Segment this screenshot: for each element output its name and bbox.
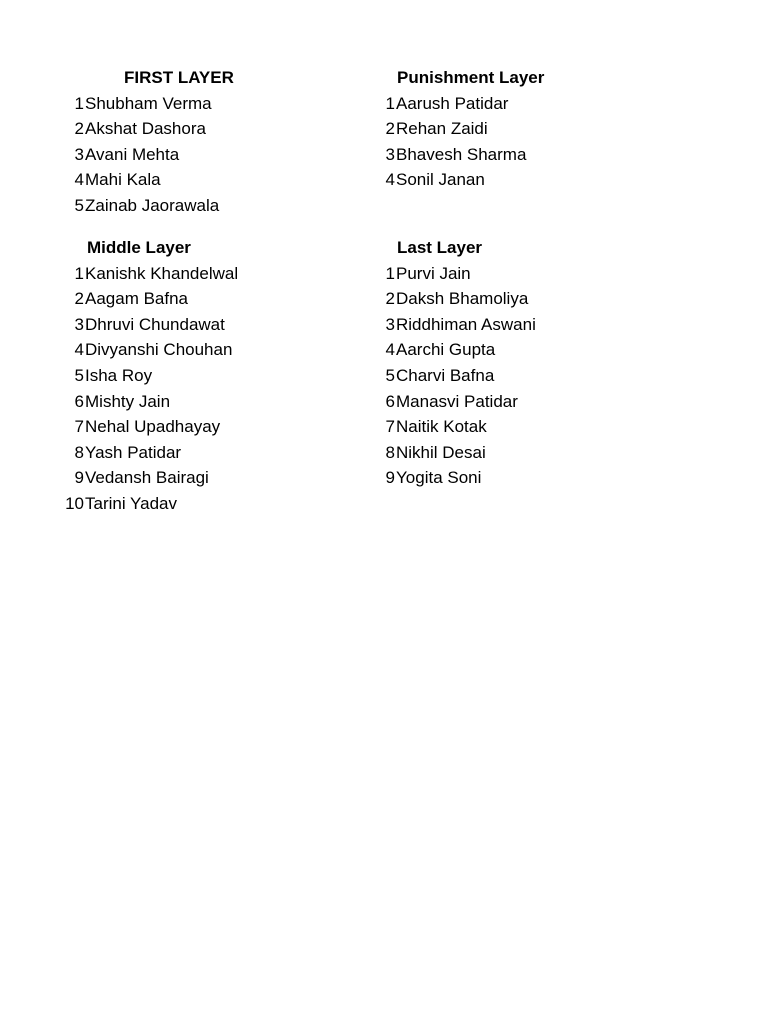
item-name: Yogita Soni [396,468,482,488]
item-number: 2 [385,119,395,139]
list-item [60,286,320,312]
item-name: Riddhiman Aswani [396,314,536,334]
item-name: Divyanshi Chouhan [85,340,233,360]
list-item [60,261,320,287]
item-name: Avani Mehta [85,144,180,164]
item-name: Sonil Janan [396,170,485,190]
item-number: 3 [385,144,395,164]
item-name: Kanishk Khandelwal [85,263,239,283]
item-name: Nehal Upadhayay [85,417,221,437]
item-name: Purvi Jain [396,263,471,283]
list-item [371,389,631,415]
item-number: 3 [74,314,84,334]
item-number: 9 [74,468,84,488]
list-item [60,465,320,491]
item-name: Daksh Bhamoliya [396,289,529,309]
item-number: 10 [65,493,84,513]
item-number: 3 [74,144,84,164]
item-number: 4 [74,340,84,360]
list-item [371,312,631,338]
item-name: Manasvi Patidar [396,391,518,411]
list-item [60,116,320,142]
list-item [371,91,631,117]
item-name: Nikhil Desai [396,442,486,462]
item-name: Bhavesh Sharma [396,144,527,164]
item-number: 2 [385,289,395,309]
item-number: 6 [74,391,84,411]
item-name: Charvi Bafna [396,365,495,385]
item-number: 4 [385,340,395,360]
item-name: Yash Patidar [85,442,182,462]
item-number: 1 [385,263,395,283]
item-name: Vedansh Bairagi [85,468,209,488]
item-name: Dhruvi Chundawat [85,314,225,334]
list-item [60,389,320,415]
list-item [371,465,631,491]
item-name: Isha Roy [85,365,153,385]
list-item [371,337,631,363]
list-item [371,142,631,168]
item-name: Rehan Zaidi [396,119,488,139]
list-item [371,167,631,193]
item-name: Aarchi Gupta [396,340,496,360]
last-layer-section [371,235,631,491]
item-number: 8 [385,442,395,462]
item-name: Shubham Verma [85,93,212,113]
first-layer-heading: FIRST LAYER [124,68,234,87]
list-item [371,440,631,466]
item-number: 1 [385,93,395,113]
item-number: 5 [74,365,84,385]
item-name: Zainab Jaorawala [85,195,220,215]
item-name: Tarini Yadav [85,493,177,513]
item-number: 7 [74,417,84,437]
list-item [60,491,320,517]
item-name: Mishty Jain [85,391,171,411]
list-item [60,91,320,117]
punishment-layer-section [371,65,631,193]
first-layer-section [60,65,320,219]
list-item [60,337,320,363]
list-item [60,363,320,389]
item-number: 2 [74,119,84,139]
list-item [371,261,631,287]
item-number: 5 [74,195,84,215]
last-layer-heading: Last Layer [397,238,483,257]
item-number: 2 [74,289,84,309]
item-number: 4 [385,170,395,190]
item-number: 3 [385,314,395,334]
list-item [371,286,631,312]
item-number: 4 [74,170,84,190]
item-number: 1 [74,263,84,283]
middle-layer-heading: Middle Layer [87,238,191,257]
item-number: 6 [385,391,395,411]
list-item [371,363,631,389]
item-number: 8 [74,442,84,462]
punishment-layer-heading: Punishment Layer [397,68,545,87]
item-name: Mahi Kala [85,170,161,190]
item-name: Aarush Patidar [396,93,509,113]
item-name: Aagam Bafna [85,289,189,309]
list-item [60,414,320,440]
item-name: Naitik Kotak [396,417,487,437]
middle-layer-section [60,235,320,517]
list-item [60,440,320,466]
list-item [60,312,320,338]
list-item [60,193,320,219]
list-item [60,142,320,168]
item-number: 7 [385,417,395,437]
item-number: 1 [74,93,84,113]
list-item [60,167,320,193]
list-item [371,116,631,142]
item-number: 9 [385,468,395,488]
item-name: Akshat Dashora [85,119,206,139]
list-item [371,414,631,440]
item-number: 5 [385,365,395,385]
